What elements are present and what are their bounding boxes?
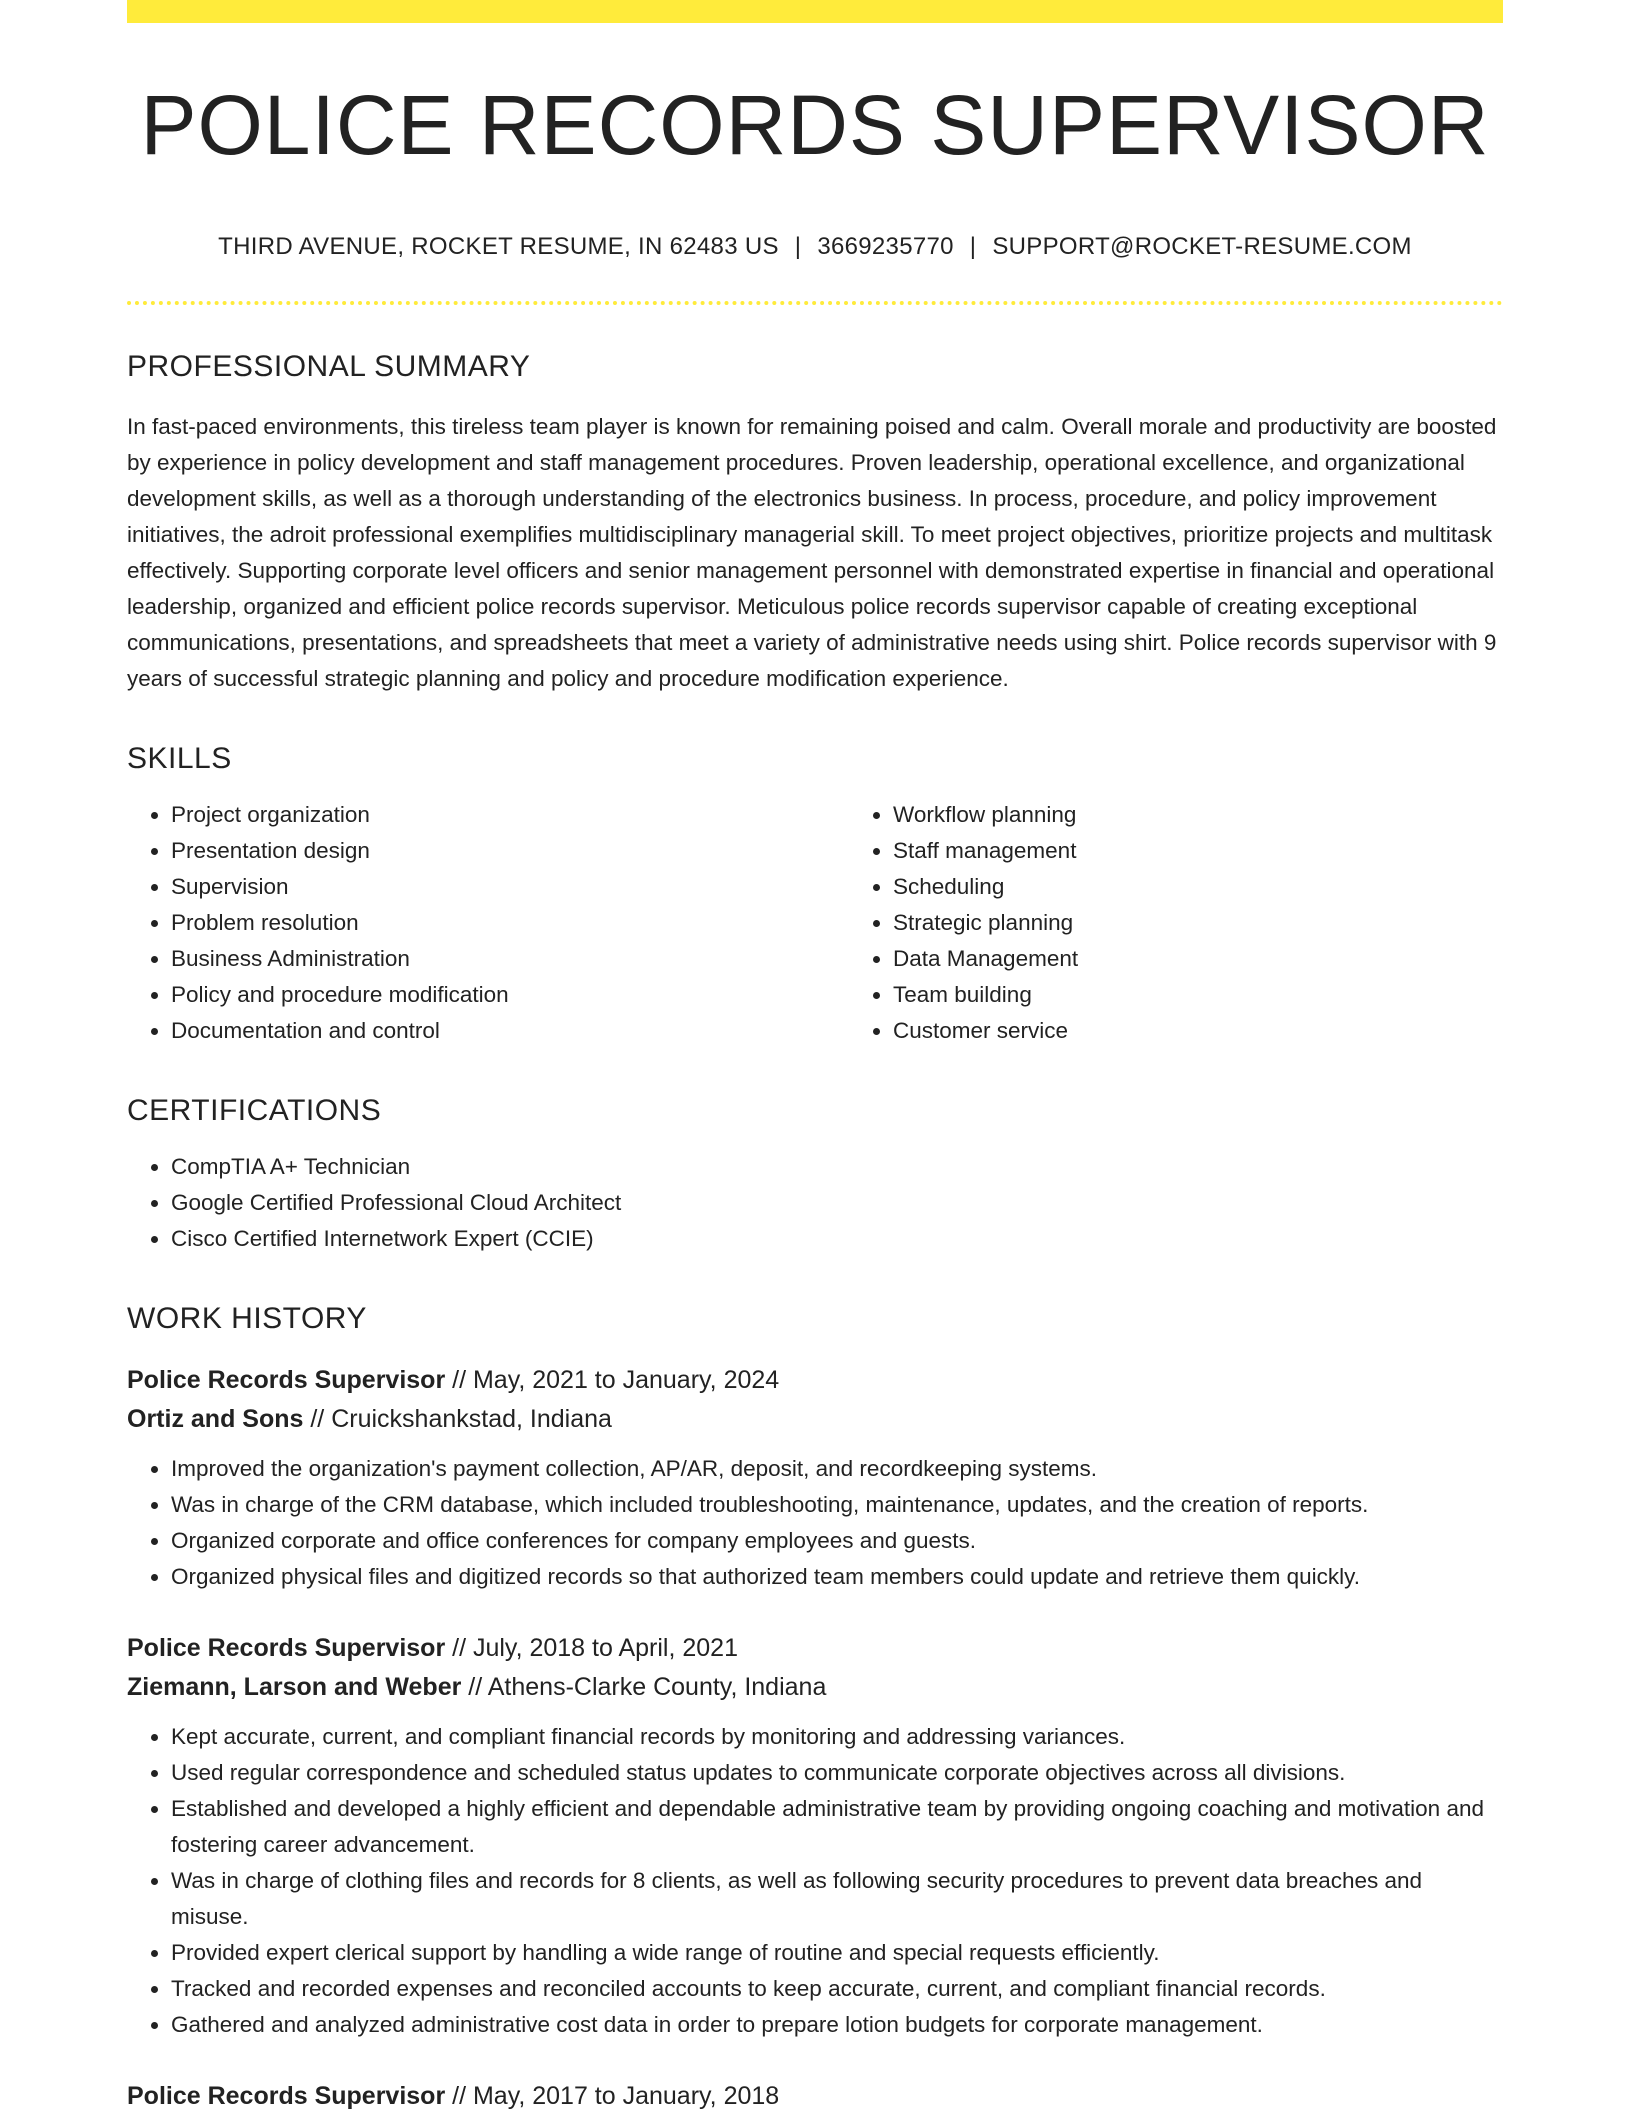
job-duty: • Organized corporate and office conferences for company employees and guests. [171,1523,1503,1559]
job-company: Ziemann, Larson and Weber [127,1673,462,1701]
job-entry [127,1629,1503,2043]
certification-item: • CompTIA A+ Technician [171,1149,1503,1185]
job-title-line [127,1361,1503,1400]
job-duty: • Was in charge of the CRM database, which included troubleshooting, maintenance, updates, and the creation of reports. [171,1487,1503,1523]
job-duty: • Provided expert clerical support by handling a wide range of routine and special requests efficiently. [171,1935,1503,1971]
job-location: // Athens-Clarke County, Indiana [468,1673,827,1701]
summary-section [127,350,1503,697]
job-duty: • Gathered and analyzed administrative cost data in order to prepare lotion budgets for corporate management. [171,2007,1503,2043]
job-duty: • Kept accurate, current, and compliant financial records by monitoring and addressing variances. [171,1719,1503,1755]
skill-item: • Strategic planning [893,905,1503,941]
skill-item: • Business Administration [171,941,849,977]
skill-item: • Data Management [893,941,1503,977]
job-company: Ortiz and Sons [127,1405,304,1433]
job-role: Police Records Supervisor [127,2082,446,2110]
skill-item: • Problem resolution [171,905,849,941]
job-dates: // May, 2021 to January, 2024 [452,1366,780,1394]
work-history-section [127,1302,1503,2116]
job-role: Police Records Supervisor [127,1366,446,1394]
document-title: POLICE RECORDS SUPERVISOR [140,78,1490,172]
skill-item: • Project organization [171,797,849,833]
job-company-line [127,1400,1503,1439]
skill-item: • Workflow planning [893,797,1503,833]
job-entry [127,1361,1503,1595]
skill-item: • Documentation and control [171,1013,849,1049]
contact-address: THIRD AVENUE, ROCKET RESUME, IN 62483 US [218,233,779,260]
skills-section [127,742,1503,1049]
job-entry [127,2077,1503,2116]
job-title-line [127,1629,1503,1668]
certifications-heading: CERTIFICATIONS [127,1094,382,1127]
job-duties-list [127,1451,1503,1595]
job-title-line [127,2077,1503,2116]
job-dates: // July, 2018 to April, 2021 [452,1634,738,1662]
skill-item: • Customer service [893,1013,1503,1049]
skill-item: • Scheduling [893,869,1503,905]
skills-grid [127,797,1503,1049]
certification-item: • Cisco Certified Internetwork Expert (CCIE) [171,1221,1503,1257]
skills-list-left [127,797,849,1049]
job-duty: • Improved the organization's payment collection, AP/AR, deposit, and recordkeeping systems. [171,1451,1503,1487]
job-duty: • Established and developed a highly efficient and dependable administrative team by providing ongoing coaching and motivation and fostering career advancement. [171,1791,1503,1863]
skills-heading: SKILLS [127,742,232,775]
skills-list-right [849,797,1503,1049]
certifications-section [127,1094,1503,1257]
job-duty: • Tracked and recorded expenses and reconciled accounts to keep accurate, current, and compliant financial records. [171,1971,1503,2007]
resume-page [127,0,1503,2116]
job-duty: • Was in charge of clothing files and records for 8 clients, as well as following security procedures to prevent data breaches and misuse. [171,1863,1503,1935]
work-history-heading: WORK HISTORY [127,1302,367,1335]
summary-heading: PROFESSIONAL SUMMARY [127,350,531,383]
contact-phone: 3669235770 [817,233,954,260]
skill-item: • Team building [893,977,1503,1013]
skill-item: • Policy and procedure modification [171,977,849,1013]
skill-item: • Presentation design [171,833,849,869]
header-divider [127,301,1503,305]
accent-bar [127,0,1503,23]
certification-item: • Google Certified Professional Cloud Architect [171,1185,1503,1221]
summary-text: In fast-paced environments, this tireless team player is known for remaining poised and calm. Overall morale and productivity are boosted by experience in policy development and staff management procedures. Proven leadership, operational excellence, and organizational development skills, as well as a thorough understanding of the electronics business. In process, procedure, and policy improvement initiatives, the adroit professional exemplifies multidisciplinary managerial skill. To meet project objectives, prioritize projects and multitask effectively. Supporting corporate level officers and senior management personnel with demonstrated expertise in financial and operational leadership, organized and efficient police records supervisor. Meticulous police records supervisor capable of creating exceptional communications, presentations, and spreadsheets that meet a variety of administrative needs using shirt. Police records supervisor with 9 years of successful strategic planning and policy and procedure modification experience. [127,414,1497,691]
job-location: // Cruickshankstad, Indiana [310,1405,612,1433]
contact-line [127,233,1503,261]
job-duty: • Used regular correspondence and scheduled status updates to communicate corporate objectives across all divisions. [171,1755,1503,1791]
job-company-line [127,1668,1503,1707]
contact-email: SUPPORT@ROCKET-RESUME.COM [992,233,1412,260]
contact-separator: | [969,233,977,260]
certifications-list [127,1149,1503,1257]
job-role: Police Records Supervisor [127,1634,446,1662]
job-dates: // May, 2017 to January, 2018 [452,2082,780,2110]
contact-separator: | [794,233,802,260]
skill-item: • Supervision [171,869,849,905]
skill-item: • Staff management [893,833,1503,869]
job-duties-list [127,1719,1503,2043]
job-duty: • Organized physical files and digitized records so that authorized team members could update and retrieve them quickly. [171,1559,1503,1595]
